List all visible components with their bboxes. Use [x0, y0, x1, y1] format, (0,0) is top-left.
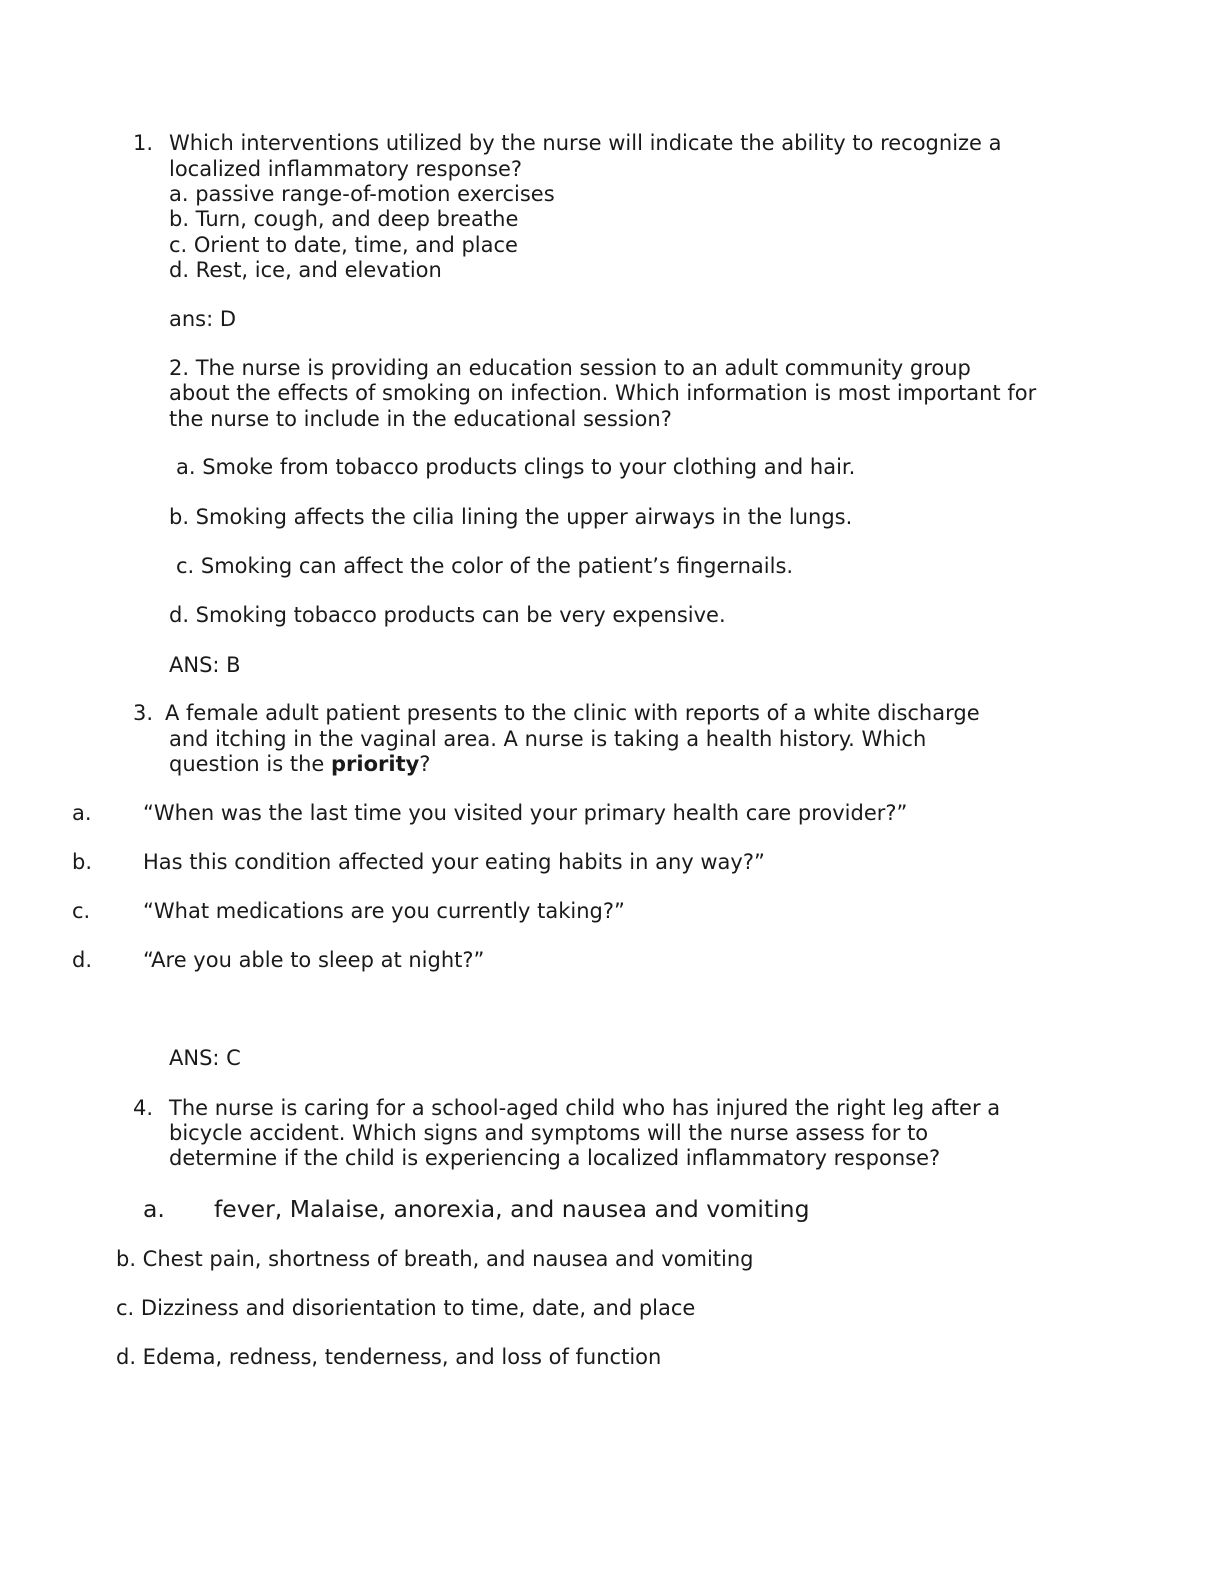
- question-1-option-d: d. Rest, ice, and elevation: [169, 258, 442, 282]
- question-3-stem-line-3: [169, 752, 430, 777]
- question-3-option-d-letter: d.: [72, 948, 93, 972]
- question-2-stem-line-1: 2. The nurse is providing an education session to an adult community group: [169, 356, 971, 380]
- question-4-option-b: b. Chest pain, shortness of breath, and nausea and vomiting: [116, 1247, 754, 1271]
- question-4-stem-line-1: The nurse is caring for a school-aged child who has injured the right leg after a: [169, 1096, 1001, 1120]
- question-4-stem-line-3: determine if the child is experiencing a localized inflammatory response?: [169, 1146, 941, 1170]
- question-4-option-c: c. Dizziness and disorientation to time, date, and place: [116, 1296, 696, 1320]
- question-3-option-c-letter: c.: [72, 899, 91, 923]
- question-3-priority-emphasis: priority: [331, 752, 420, 776]
- question-1-option-c: c. Orient to date, time, and place: [169, 233, 518, 257]
- question-1-answer: ans: D: [169, 307, 237, 331]
- question-3-answer: ANS: C: [169, 1046, 241, 1070]
- question-3-option-d-text: “Are you able to sleep at night?”: [143, 948, 485, 972]
- question-1-stem-line-2: localized inflammatory response?: [169, 157, 523, 181]
- question-4-number: 4.: [133, 1096, 154, 1120]
- question-2-option-a: a. Smoke from tobacco products clings to your clothing and hair.: [176, 455, 856, 479]
- question-3-option-a-text: “When was the last time you visited your primary health care provider?”: [143, 801, 908, 825]
- question-1-number: 1.: [133, 131, 154, 155]
- question-2-stem-line-2: about the effects of smoking on infection. Which information is most important for: [169, 381, 1037, 405]
- question-3-stem-text: question is the: [169, 752, 331, 776]
- question-4-option-a-text: fever, Malaise, anorexia, and nausea and vomiting: [214, 1195, 810, 1223]
- question-3-stem-end: ?: [419, 752, 431, 776]
- question-2-option-d: d. Smoking tobacco products can be very expensive.: [169, 603, 726, 627]
- question-1-option-a: a. passive range-of-motion exercises: [169, 182, 555, 206]
- question-3-stem-line-1: A female adult patient presents to the clinic with reports of a white discharge: [165, 701, 980, 725]
- question-4-option-a-letter: a.: [143, 1195, 165, 1223]
- question-2-option-b: b. Smoking affects the cilia lining the upper airways in the lungs.: [169, 505, 853, 529]
- question-2-option-c: c. Smoking can affect the color of the patient’s fingernails.: [176, 554, 794, 578]
- question-2-stem-line-3: the nurse to include in the educational session?: [169, 407, 672, 431]
- question-3-option-b-text: Has this condition affected your eating habits in any way?”: [143, 850, 765, 874]
- question-3-stem-line-2: and itching in the vaginal area. A nurse is taking a health history. Which: [169, 727, 927, 751]
- question-1-option-b: b. Turn, cough, and deep breathe: [169, 207, 519, 231]
- question-3-option-a-letter: a.: [72, 801, 92, 825]
- question-3-option-c-text: “What medications are you currently taking?”: [143, 899, 625, 923]
- question-2-answer: ANS: B: [169, 653, 241, 677]
- question-4-option-d: d. Edema, redness, tenderness, and loss of function: [116, 1345, 662, 1369]
- question-4-stem-line-2: bicycle accident. Which signs and symptoms will the nurse assess for to: [169, 1121, 929, 1145]
- question-1-stem-line-1: Which interventions utilized by the nurse will indicate the ability to recognize a: [169, 131, 1002, 155]
- question-3-number: 3.: [133, 701, 154, 725]
- question-3-option-b-letter: b.: [72, 850, 93, 874]
